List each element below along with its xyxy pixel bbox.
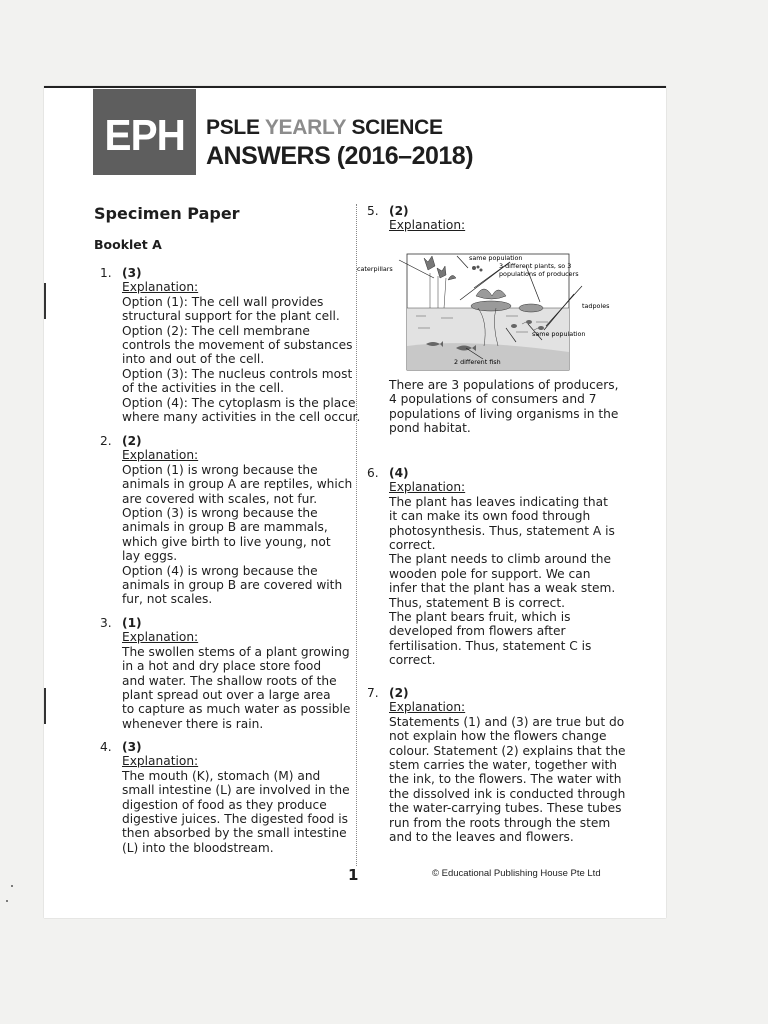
explanation-line: The swollen stems of a plant growing [122,644,350,659]
explanation-line: correct. [389,538,436,553]
explanation-line: then absorbed by the small intestine [122,826,347,841]
explanation-line: fur, not scales. [122,592,213,607]
question-body [122,740,350,855]
explanation-line: lay eggs. [122,549,178,564]
question-body [122,266,360,424]
title-line-1 [206,116,443,140]
explanation-line: into and out of the cell. [122,352,265,367]
explanation-line: The mouth (K), stomach (M) and [122,768,321,783]
explanation-line: The plant needs to climb around the [389,552,611,567]
question-number: 2. [100,434,112,448]
explanation-label: Explanation: [389,480,466,495]
answer-option: (3) [122,740,142,754]
answer-option: (2) [389,686,409,700]
explanation-line: small intestine (L) are involved in the [122,783,350,798]
explanation-line: photosynthesis. Thus, statement A is [389,523,615,538]
scan-speck [6,900,8,902]
question-number: 3. [100,616,112,630]
explanation-line: Option (3): The nucleus controls most [122,366,353,381]
question-number: 6. [367,466,379,480]
explanation-line: The plant bears fruit, which is [389,610,571,625]
explanation-line: controls the movement of substances [122,338,353,353]
explanation-line: the water-carrying tubes. These tubes [389,801,622,816]
page-top-rule [44,86,666,88]
explanation-line: and to the leaves and flowers. [389,830,574,845]
question-body [389,686,626,844]
explanation-label: Explanation: [122,280,199,295]
explanation-line: infer that the plant has a weak stem. [389,581,616,596]
answer-option: (2) [122,434,142,448]
explanation-label: Explanation: [122,754,199,769]
label-populations-producers: populations of producers [499,270,579,278]
explanation-label: Explanation: [389,700,466,715]
explanation-line: Option (1): The cell wall provides [122,294,324,309]
explanation-line: 4 populations of consumers and 7 [389,392,597,407]
explanation-label: Explanation: [389,218,466,233]
label-same-population-top: same population [469,254,523,262]
question-number: 7. [367,686,379,700]
explanation-line: populations of living organisms in the [389,406,619,421]
title-line-2: ANSWERS (2016–2018) [206,142,474,170]
binding-mark [44,688,46,724]
explanation-line: Option (3) is wrong because the [122,506,318,521]
question-number: 1. [100,266,112,280]
answer-option: (3) [122,266,142,280]
explanation-line: fertilisation. Thus, statement C is [389,638,592,653]
explanation-label: Explanation: [122,448,199,463]
page-number: 1 [348,866,359,884]
explanation-line: developed from flowers after [389,624,566,639]
explanation-line: Statements (1) and (3) are true but do [389,714,625,729]
explanation-line: and water. The shallow roots of the [122,673,337,688]
explanation-line: which give birth to live young, not [122,534,331,549]
explanation-line: Option (4) is wrong because the [122,563,318,578]
explanation-line: animals in group A are reptiles, which [122,477,353,492]
question-body [122,616,350,731]
explanation-line: Thus, statement B is correct. [389,595,566,610]
explanation-line: Option (1) is wrong because the [122,462,318,477]
explanation-line: it can make its own food through [389,509,591,524]
pond-habitat-diagram [356,248,610,376]
explanation-line: wooden pole for support. We can [389,566,591,581]
answer-option: (2) [389,204,409,218]
explanation-line: correct. [389,653,436,668]
question-number: 4. [100,740,112,754]
explanation-line: (L) into the bloodstream. [122,840,274,855]
explanation-line: are covered with scales, not fur. [122,491,318,506]
explanation-label: Explanation: [122,630,199,645]
answer-option: (1) [122,616,142,630]
explanation-line: the ink, to the flowers. The water with [389,772,622,787]
copyright-notice: © Educational Publishing House Pte Ltd [432,868,601,879]
eph-logo [93,89,196,175]
title-word: SCIENCE [351,116,443,139]
question-body [122,434,352,607]
title-word-accent: YEARLY [264,116,346,139]
explanation-line: Option (2): The cell membrane [122,323,310,338]
answer-option: (4) [389,466,409,480]
explanation-line: animals in group B are covered with [122,578,343,593]
section-heading: Specimen Paper [94,204,240,223]
title-word: PSLE [206,116,260,139]
label-caterpillars: caterpillars [357,265,393,273]
scan-speck [11,885,13,887]
explanation-line: The plant has leaves indicating that [389,494,608,509]
explanation-line: where many activities in the cell occur. [122,410,361,425]
explanation-line: of the activities in the cell. [122,381,285,396]
label-tadpoles: tadpoles [582,302,610,310]
binding-mark [44,283,46,319]
explanation-line: to capture as much water as possible [122,702,351,717]
logo-text: EPH [104,111,185,160]
explanation-line: not explain how the flowers change [389,729,607,744]
explanation-line: stem carries the water, together with [389,758,618,773]
explanation-line: digestion of food as they produce [122,797,327,812]
explanation-line: pond habitat. [389,421,471,436]
question-body [389,466,615,668]
explanation-line: structural support for the plant cell. [122,309,340,324]
explanation-line: the dissolved ink is conducted through [389,786,626,801]
explanation-line: animals in group B are mammals, [122,520,328,535]
label-different-fish: 2 different fish [454,358,501,366]
question-number: 5. [367,204,379,218]
explanation-line: in a hot and dry place store food [122,659,322,674]
explanation-line: plant spread out over a large area [122,688,331,703]
section-subheading: Booklet A [94,237,162,252]
label-different-plants: 3 different plants, so 3 [499,262,572,270]
document-page [44,86,666,918]
explanation-line: whenever there is rain. [122,716,264,731]
explanation-line: There are 3 populations of producers, [389,377,619,392]
explanation-line: Option (4): The cytoplasm is the place [122,395,356,410]
explanation-line: run from the roots through the stem [389,815,611,830]
label-same-population-bottom: same population [532,330,586,338]
explanation-line: digestive juices. The digested food is [122,812,348,827]
explanation-line: colour. Statement (2) explains that the [389,743,626,758]
